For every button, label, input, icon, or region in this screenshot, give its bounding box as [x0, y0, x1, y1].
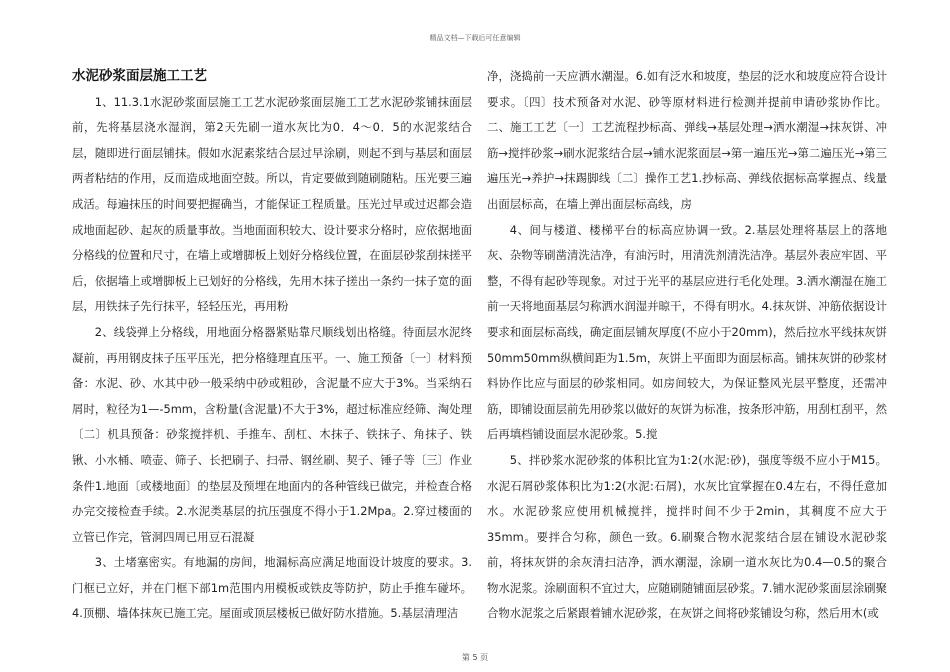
paragraph-4: 4、间与楼道、楼梯平台的标高应协调一致。2.基层处理将基层上的落地灰、杂物等刷凿清洗洁净，有油污时，用清洗剂清洗洁净。基层外表应牢固、平整，不得有起砂等现象。对过于光平的基层应进行毛化处理。3.洒水潮湿在施工前一天将地面基层匀称洒水润湿并晾干，不得有明水。4.抹灰饼、冲筋依据设计要求和面层标高线，确定面层铺灰厚度(不应小于20mm)，然后拉水平线抹灰饼50mm50mm纵横间距为1.5m，灰饼上平面即为面层标高。铺抹灰饼的砂浆材料协作比应与面层的砂浆相同。如房间较大，为保证整风光层平整度，还需冲筋，即铺设面层前先用砂浆以做好的灰饼为标准，按条形冲筋，用刮杠刮平，然后再填档铺设面层水泥砂浆。5.搅	[487, 222, 887, 442]
paragraph-5: 5、拌砂浆水泥砂浆的体积比宜为1:2(水泥:砂)，强度等级不应小于M15。水泥石屑砂浆体积比为1:2(水泥:石屑)，水灰比宜掌握在0.4左右，不得任意加水。水泥砂浆应使用机械搅拌，搅拌时间不少于2min，其稠度不应大于35mm。要拌合匀称，颜色一致。6.刷聚合物水泥浆结合层在铺设水泥砂浆前，将抹灰饼的余灰清扫洁净，洒水潮湿，涂刷一道水灰比为0.4—0.5的聚合物水泥浆。涂刷面积不宜过大，应随刷随铺面层砂浆。7.铺水泥砂浆面层涂刷聚合物水泥浆之后紧跟着铺水泥砂浆，在灰饼之间将砂浆铺设匀称，然后用木(或	[487, 452, 887, 621]
paragraph-1: 1、11.3.1水泥砂浆面层施工工艺水泥砂浆面层施工工艺水泥砂浆铺抹面层前，先将基层浇水湿润，第2天先刷一道水灰比为0．4～0．5的水泥浆结合层，随即进行面层铺抹。假如水泥素浆结合层过早涂刷，则起不到与基层和面层两者粘结的作用，反而造成地面空鼓。所以，肯定要做到随刷随粘。压光要三遍成活。每遍抹压的时间要把握确当，才能保证工程质量。压光过早或过迟都会造成地面起砂、起灰的质量事故。当地面面积较大、设计要求分格时，应依据地面分格线的位置和尺寸，在墙上或增脚板上划好分格线位置，在面层砂浆刮抹搓平后，依据墙上或增脚板上已划好的分格线，先用木抹子搓出一条约一抹子宽的面层，用铁抹子先行抹平，轻轻压光，再用粉	[72, 94, 472, 314]
left-column	[72, 64, 472, 627]
document-title: 水泥砂浆面层施工工艺	[72, 68, 207, 84]
right-column	[487, 64, 887, 627]
paragraph-3-continued: 净，浇捣前一天应洒水潮湿。6.如有泛水和坡度，垫层的泛水和坡度应符合设计要求。〔四〕技术预备对水泥、砂等原材料进行检测并提前申请砂浆协作比。二、施工工艺〔一〕工艺流程抄标高、弹线→基层处理→洒水潮湿→抹灰饼、冲筋→搅拌砂浆→刷水泥浆结合层→铺水泥浆面层→第一遍压光→第二遍压光→第三遍压光→养护→抹踢脚线〔二〕操作工艺1.抄标高、弹线依据标高掌握点、线量出面层标高，在墙上弹出面层标高线，房	[487, 69, 887, 211]
paragraph-2: 2、线袋弹上分格线，用地面分格器紧贴靠尺顺线划出格缝。待面层水泥终凝前，再用钢皮抹子压平压光，把分格缝理直压平。一、施工预备〔一〕材料预备：水泥、砂、水其中砂一般采纳中砂或粗砂，含泥量不应大于3%。当采纳石屑时，粒径为1—-5mm，含粉量(含泥量)不大于3%，超过标准应经筛、淘处理〔二〕机具预备：砂浆搅拌机、手推车、刮杠、木抹子、铁抹子、角抹子、铁锹、小水桶、喷壶、筛子、长把刷子、扫帚、钢丝刷、契子、锤子等〔三〕作业条件1.地面〔或楼地面〕的垫层及预埋在地面内的各种管线已做完，并检查合格办完交接检查手续。2.水泥类基层的抗压强度不得小于1.2Mpa。2.穿过楼面的立管已作完，管洞四周已用豆石混凝	[72, 324, 472, 544]
page-footer: 第 5 页	[461, 653, 489, 662]
page-header: 精品文档—下载后可任意编辑	[429, 34, 521, 42]
paragraph-3: 3、土堵塞密实。有地漏的房间，地漏标高应满足地面设计坡度的要求。3.门框已立好，并在门框下部1m范围内用模板或铁皮等防护，防止手推车碰坏。4.顶棚、墙体抹灰已施工完。屋面或顶层楼板已做好防水措施。5.基层清理洁	[72, 555, 472, 621]
